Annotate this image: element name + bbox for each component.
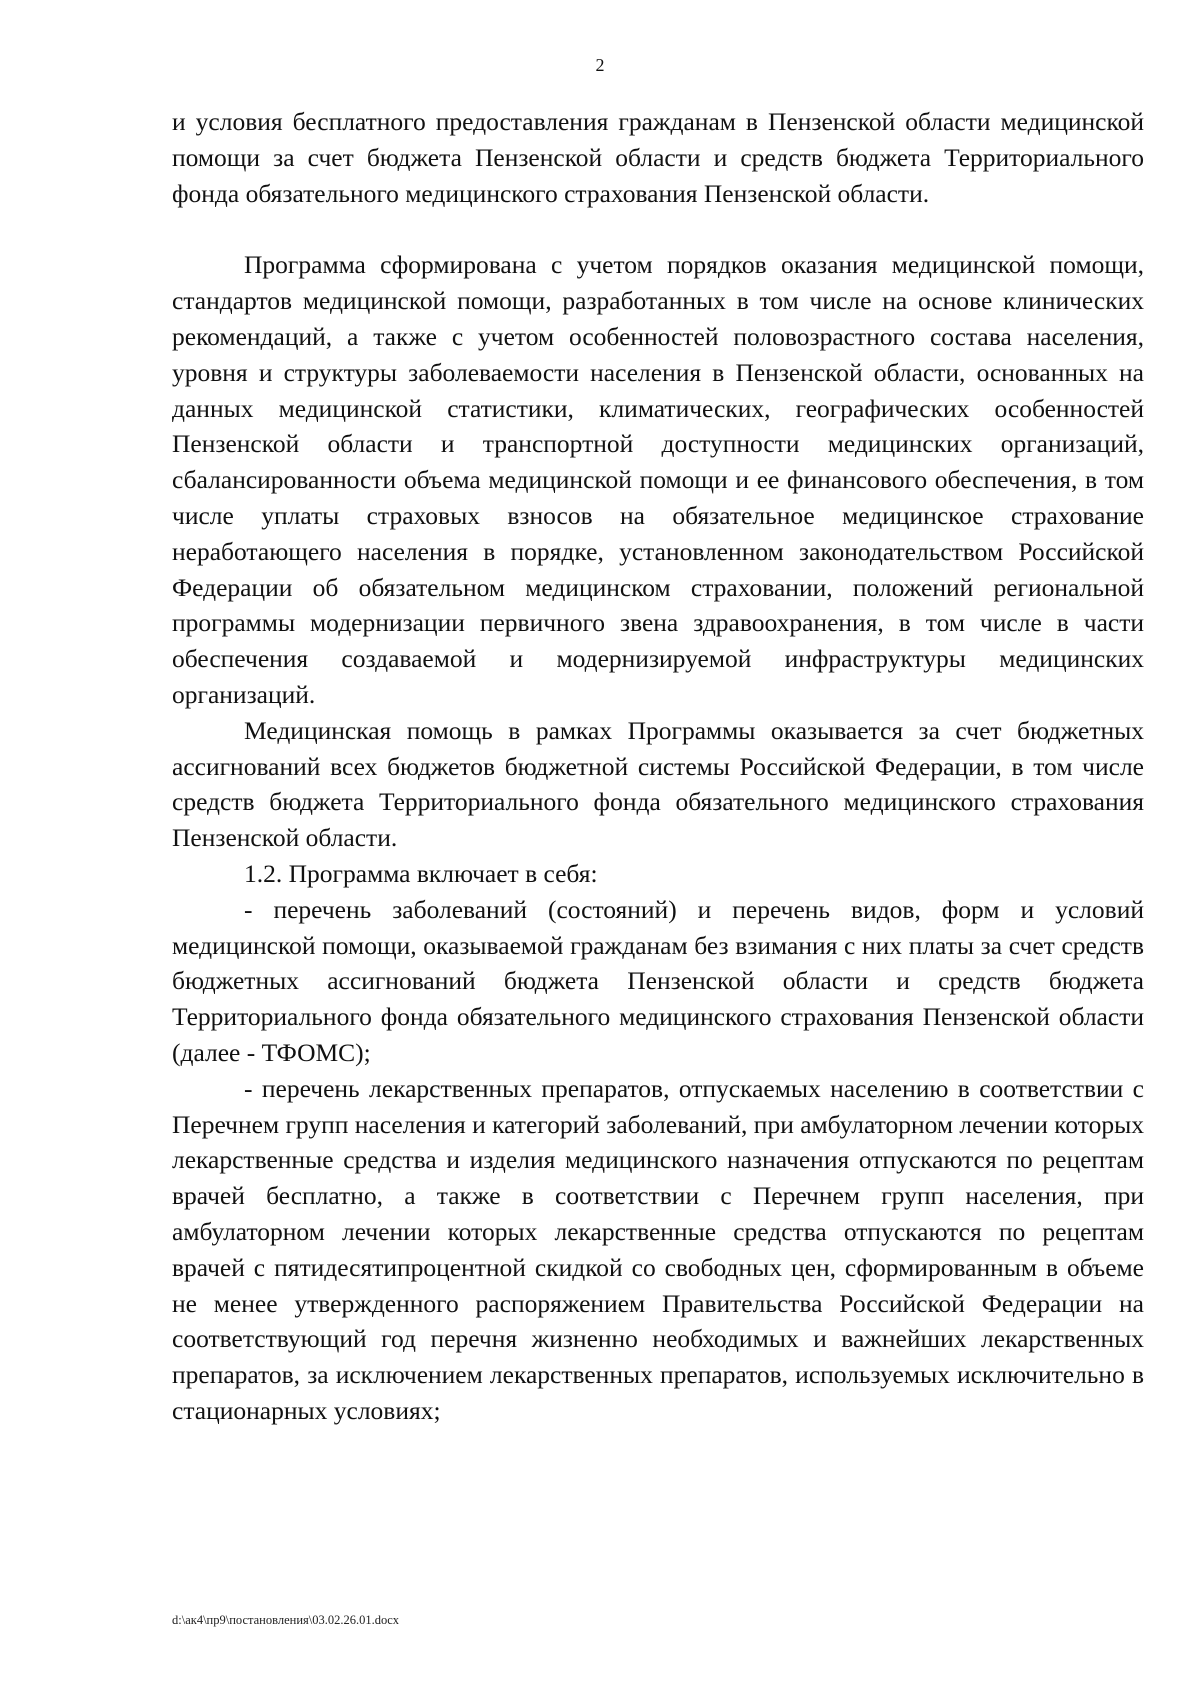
paragraph-gap — [172, 211, 1144, 247]
paragraph-funding-sources: Медицинская помощь в рамках Программы оказывается за счет бюджетных ассигнований всех бюджетов бюджетной системы Российской Федерации, в том числе средств бюджета Территориального фонда обязательного медицинского страхования Пензенской области. — [172, 715, 1144, 853]
paragraph-program-formation: Программа сформирована с учетом порядков оказания медицинской помощи, стандартов медицинской помощи, разработанных в том числе на основе клинических рекомендаций, а также с учетом особенностей половозрастного состава населения, уровня и структуры заболеваемости населения в Пензенской области, основанных на данных медицинской статистики, климатических, географических особенностей Пензенской области и транспортной доступности медицинских организаций, сбалансированности объема медицинской помощи и ее финансового обеспечения, в том числе уплаты страховых взносов на обязательное медицинское страхование неработающего населения в порядке, установленном законодательством Российской Федерации об обязательном медицинском страховании, положений региональной программы модернизации первичного звена здравоохранения, в том числе в части обеспечения создаваемой и модернизируемой инфраструктуры медицинских организаций. — [172, 250, 1144, 709]
footer-file-path: d:\ак4\пр9\постановления\03.02.26.01.docx — [172, 1613, 400, 1627]
list-item-diseases: - перечень заболеваний (состояний) и перечень видов, форм и условий медицинской помощи, оказываемой гражданам без взимания с них платы за счет средств бюджетных ассигнований бюджета Пензенской области и средств бюджета Территориального фонда обязательного медицинского страхования Пензенской области (далее - ТФОМС); — [172, 894, 1144, 1067]
document-body — [172, 104, 1144, 1429]
paragraph-intro-continuation: и условия бесплатного предоставления гражданам в Пензенской области медицинской помощи за счет бюджета Пензенской области и средств бюджета Территориального фонда обязательного медицинского страхования Пензенской области. — [172, 107, 1144, 208]
page-number: 2 — [595, 55, 605, 75]
section-heading-1-2: 1.2. Программа включает в себя: — [244, 858, 598, 888]
list-item-medicines: - перечень лекарственных препаратов, отпускаемых населению в соответствии с Перечнем групп населения и категорий заболеваний, при амбулаторном лечении которых лекарственные средства и изделия медицинского назначения отпускаются по рецептам врачей бесплатно, а также в соответствии с Перечнем групп населения, при амбулаторном лечении которых лекарственные средства отпускаются по рецептам врачей с пятидесятипроцентной скидкой со свободных цен, сформированным в объеме не менее утвержденного распоряжением Правительства Российской Федерации на соответствующий год перечня жизненно необходимых и важнейших лекарственных препаратов, за исключением лекарственных препаратов, используемых исключительно в стационарных условиях; — [172, 1073, 1144, 1425]
